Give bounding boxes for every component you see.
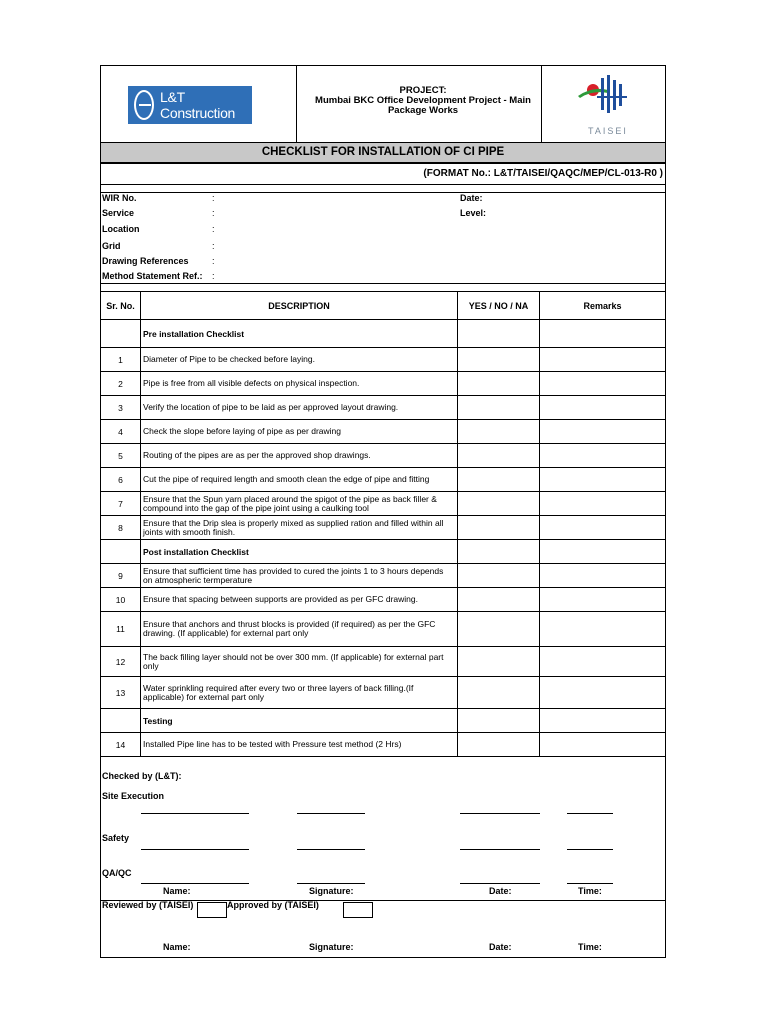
sr-no-cell: 1 bbox=[101, 348, 141, 372]
field-location: Location bbox=[102, 224, 140, 234]
field-colon: : bbox=[212, 271, 215, 281]
site-execution-signature-line[interactable] bbox=[297, 813, 365, 814]
remarks-cell[interactable] bbox=[540, 444, 666, 468]
col-description: DESCRIPTION bbox=[141, 292, 458, 320]
sr-no-cell: 3 bbox=[101, 396, 141, 420]
sr-no-cell: 5 bbox=[101, 444, 141, 468]
table-header-row bbox=[101, 292, 666, 320]
field-drawing-references: Drawing References bbox=[102, 256, 189, 266]
description-cell: Ensure that the Drip slea is properly mixed as supplied ration and filled within all joints with smooth finish. bbox=[141, 516, 458, 540]
table-row bbox=[101, 588, 666, 612]
yes-no-na-cell[interactable] bbox=[458, 444, 540, 468]
field-grid: Grid bbox=[102, 241, 121, 251]
reviewed-by-box[interactable] bbox=[197, 902, 227, 918]
table-row bbox=[101, 348, 666, 372]
field-colon: : bbox=[212, 224, 215, 234]
yes-no-na-cell[interactable] bbox=[458, 492, 540, 516]
remarks-cell[interactable] bbox=[540, 588, 666, 612]
yes-no-na-cell[interactable] bbox=[458, 420, 540, 444]
qaqc-time-line[interactable] bbox=[567, 883, 613, 884]
description-cell: Check the slope before laying of pipe as per drawing bbox=[141, 420, 458, 444]
yes-no-na-cell[interactable] bbox=[458, 516, 540, 540]
field-level: Level: bbox=[460, 208, 487, 218]
qaqc-signature-line[interactable] bbox=[297, 883, 365, 884]
description-cell: Pipe is free from all visible defects on physical inspection. bbox=[141, 372, 458, 396]
description-cell: The back filling layer should not be over 300 mm. (If applicable) for external part only bbox=[141, 647, 458, 677]
safety-name-line[interactable] bbox=[141, 849, 249, 850]
sr-no-cell: 4 bbox=[101, 420, 141, 444]
safety-label: Safety bbox=[102, 833, 130, 843]
site-execution-label: Site Execution bbox=[102, 791, 165, 801]
yes-no-na-cell[interactable] bbox=[458, 733, 540, 757]
section-heading: Post installation Checklist bbox=[141, 540, 458, 564]
field-wir-no: WIR No. bbox=[102, 193, 137, 203]
sr-no-cell: 11 bbox=[101, 612, 141, 647]
yes-no-na-cell[interactable] bbox=[458, 564, 540, 588]
signature-column-label: Signature: bbox=[309, 942, 354, 952]
section-row bbox=[101, 320, 666, 348]
checklist-sheet bbox=[100, 65, 666, 958]
description-cell: Ensure that sufficient time has provided to cured the joints 1 to 3 hours depends on atmospheric termperature bbox=[141, 564, 458, 588]
remarks-cell[interactable] bbox=[540, 372, 666, 396]
time-column-label: Time: bbox=[578, 942, 602, 952]
remarks-cell[interactable] bbox=[540, 733, 666, 757]
sr-no-cell: 2 bbox=[101, 372, 141, 396]
description-cell: Ensure that anchors and thrust blocks is provided (if required) as per the GFC drawing. (If applicable) for external part only bbox=[141, 612, 458, 647]
remarks-cell[interactable] bbox=[540, 320, 666, 348]
section-heading: Pre installation Checklist bbox=[141, 320, 458, 348]
remarks-cell[interactable] bbox=[540, 677, 666, 709]
remarks-cell[interactable] bbox=[540, 612, 666, 647]
table-row bbox=[101, 372, 666, 396]
yes-no-na-cell[interactable] bbox=[458, 468, 540, 492]
sr-no-cell bbox=[101, 320, 141, 348]
safety-date-line[interactable] bbox=[460, 849, 540, 850]
field-service: Service bbox=[102, 208, 135, 218]
remarks-cell[interactable] bbox=[540, 492, 666, 516]
checklist-table bbox=[100, 291, 666, 757]
safety-time-line[interactable] bbox=[567, 849, 613, 850]
name-column-label: Name: bbox=[163, 942, 191, 952]
description-cell: Routing of the pipes are as per the approved shop drawings. bbox=[141, 444, 458, 468]
sr-no-cell: 8 bbox=[101, 516, 141, 540]
sr-no-cell: 7 bbox=[101, 492, 141, 516]
sr-no-cell: 9 bbox=[101, 564, 141, 588]
field-colon: : bbox=[212, 241, 215, 251]
remarks-cell[interactable] bbox=[540, 468, 666, 492]
col-yes-no-na: YES / NO / NA bbox=[458, 292, 540, 320]
name-column-label: Name: bbox=[163, 886, 191, 896]
table-row bbox=[101, 677, 666, 709]
col-sr-no: Sr. No. bbox=[101, 292, 141, 320]
field-colon: : bbox=[212, 193, 215, 203]
checklist-title: CHECKLIST FOR INSTALLATION OF CI PIPE bbox=[101, 142, 665, 163]
remarks-cell[interactable] bbox=[540, 647, 666, 677]
remarks-cell[interactable] bbox=[540, 420, 666, 444]
sr-no-cell: 12 bbox=[101, 647, 141, 677]
reviewed-by-label: Reviewed by (TAISEI) bbox=[102, 900, 194, 910]
format-number: (FORMAT No.: L&T/TAISEI/QAQC/MEP/CL-013-R0 ) bbox=[423, 168, 663, 179]
date-column-label: Date: bbox=[489, 886, 512, 896]
remarks-cell[interactable] bbox=[540, 540, 666, 564]
yes-no-na-cell[interactable] bbox=[458, 588, 540, 612]
sr-no-cell: 6 bbox=[101, 468, 141, 492]
qaqc-name-line[interactable] bbox=[141, 883, 249, 884]
lt-logo-cell bbox=[101, 66, 297, 142]
taisei-logo-cell bbox=[542, 66, 666, 142]
yes-no-na-cell[interactable] bbox=[458, 372, 540, 396]
lt-logo-icon bbox=[134, 90, 154, 120]
taisei-logo-text: TAISEI bbox=[588, 126, 628, 136]
lt-logo-text: L&T Construction bbox=[160, 89, 236, 121]
divider bbox=[101, 184, 665, 185]
remarks-cell[interactable] bbox=[540, 348, 666, 372]
site-execution-name-line[interactable] bbox=[141, 813, 249, 814]
date-column-label: Date: bbox=[489, 942, 512, 952]
sr-no-cell: 10 bbox=[101, 588, 141, 612]
sr-no-cell: 14 bbox=[101, 733, 141, 757]
yes-no-na-cell[interactable] bbox=[458, 612, 540, 647]
lt-logo bbox=[128, 86, 252, 124]
approved-by-box[interactable] bbox=[343, 902, 373, 918]
yes-no-na-cell[interactable] bbox=[458, 709, 540, 733]
signature-column-label: Signature: bbox=[309, 886, 354, 896]
divider bbox=[101, 192, 665, 193]
sr-no-cell bbox=[101, 709, 141, 733]
remarks-cell[interactable] bbox=[540, 516, 666, 540]
table-row bbox=[101, 516, 666, 540]
project-name: Mumbai BKC Office Development Project - Main Package Works bbox=[315, 95, 531, 116]
description-cell: Installed Pipe line has to be tested with Pressure test method (2 Hrs) bbox=[141, 733, 458, 757]
qaqc-date-line[interactable] bbox=[460, 883, 540, 884]
field-colon: : bbox=[212, 208, 215, 218]
section-row bbox=[101, 540, 666, 564]
qaqc-label: QA/QC bbox=[102, 868, 132, 878]
site-execution-date-line[interactable] bbox=[460, 813, 540, 814]
yes-no-na-cell[interactable] bbox=[458, 540, 540, 564]
divider bbox=[101, 163, 665, 164]
section-row bbox=[101, 709, 666, 733]
divider bbox=[101, 283, 665, 284]
description-cell: Cut the pipe of required length and smooth clean the edge of pipe and fitting bbox=[141, 468, 458, 492]
col-remarks: Remarks bbox=[540, 292, 666, 320]
table-row bbox=[101, 647, 666, 677]
yes-no-na-cell[interactable] bbox=[458, 348, 540, 372]
table-row bbox=[101, 444, 666, 468]
description-cell: Water sprinkling required after every two or three layers of back filling.(If applicable) for external part only bbox=[141, 677, 458, 709]
sr-no-cell: 13 bbox=[101, 677, 141, 709]
field-method-statement: Method Statement Ref.: bbox=[102, 271, 203, 281]
yes-no-na-cell[interactable] bbox=[458, 396, 540, 420]
remarks-cell[interactable] bbox=[540, 396, 666, 420]
table-row bbox=[101, 468, 666, 492]
sr-no-cell bbox=[101, 540, 141, 564]
table-row bbox=[101, 492, 666, 516]
section-heading: Testing bbox=[141, 709, 458, 733]
table-row bbox=[101, 733, 666, 757]
description-cell: Ensure that spacing between supports are provided as per GFC drawing. bbox=[141, 588, 458, 612]
table-row bbox=[101, 396, 666, 420]
description-cell: Diameter of Pipe to be checked before laying. bbox=[141, 348, 458, 372]
remarks-cell[interactable] bbox=[540, 709, 666, 733]
yes-no-na-cell[interactable] bbox=[458, 320, 540, 348]
remarks-cell[interactable] bbox=[540, 564, 666, 588]
field-date: Date: bbox=[460, 193, 483, 203]
time-column-label: Time: bbox=[578, 886, 602, 896]
checked-by-label: Checked by (L&T): bbox=[102, 771, 182, 781]
description-cell: Ensure that the Spun yarn placed around the spigot of the pipe as back filler & compound into the gap of the pipe joint using a caulking tool bbox=[141, 492, 458, 516]
table-row bbox=[101, 420, 666, 444]
table-row bbox=[101, 612, 666, 647]
description-cell: Verify the location of pipe to be laid as per approved layout drawing. bbox=[141, 396, 458, 420]
table-row bbox=[101, 564, 666, 588]
approved-by-label: Approved by (TAISEI) bbox=[227, 900, 319, 910]
field-colon: : bbox=[212, 256, 215, 266]
project-label: PROJECT: bbox=[399, 85, 447, 96]
project-info bbox=[301, 86, 545, 116]
yes-no-na-cell[interactable] bbox=[458, 677, 540, 709]
site-execution-time-line[interactable] bbox=[567, 813, 613, 814]
yes-no-na-cell[interactable] bbox=[458, 647, 540, 677]
safety-signature-line[interactable] bbox=[297, 849, 365, 850]
